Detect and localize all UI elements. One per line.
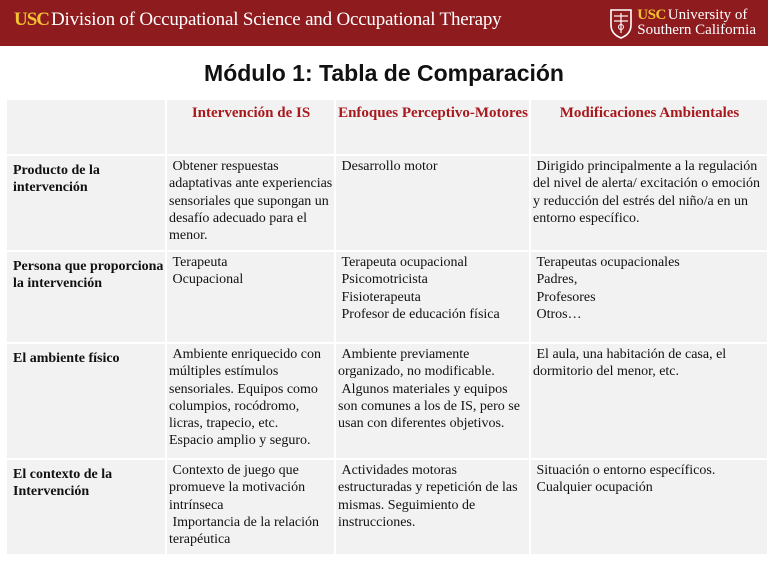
usc-wordmark: USC <box>14 9 50 30</box>
table-cell <box>531 156 767 250</box>
cell-line: Terapeuta <box>169 255 228 270</box>
table-cell <box>531 460 767 554</box>
table-cell <box>336 252 529 342</box>
table-cell <box>167 460 334 554</box>
header-banner <box>0 0 768 46</box>
table-row <box>7 156 767 250</box>
table-row <box>7 252 767 342</box>
table-cell <box>167 344 334 458</box>
row-header: El contexto de la Intervención <box>7 460 165 554</box>
page-title: Módulo 1: Tabla de Comparación <box>204 60 564 86</box>
table-cell <box>167 156 334 250</box>
cell-line: Otros… <box>533 306 582 322</box>
table-row <box>7 460 767 554</box>
cell-line: Algunos materiales y equipos son comunes a los de IS, pero se usan con diferentes objetivos. <box>338 381 524 432</box>
cell-line: Padres, <box>533 272 578 288</box>
cell-line: Cualquier ocupación <box>533 480 653 496</box>
university-line2: Southern California <box>637 22 756 38</box>
table-header-row <box>7 100 767 154</box>
cell-line: Espacio amplio y seguro. <box>169 433 311 449</box>
row-header: Persona que proporciona la intervención <box>7 252 165 342</box>
cell-line: Profesores <box>533 289 596 305</box>
column-header: Intervención de IS <box>167 100 334 154</box>
column-header: Modificaciones Ambientales <box>531 100 767 154</box>
table-cell <box>531 252 767 342</box>
cell-line: Ocupacional <box>169 272 244 288</box>
cell-line: Actividades motoras estructuradas y repetición de las mismas. Seguimiento de instrucciones. <box>338 463 522 530</box>
table-cell <box>336 156 529 250</box>
cell-line: Contexto de juego que promueve la motivación intrínseca <box>169 463 309 513</box>
column-header: Enfoques Perceptivo-Motores <box>336 100 529 154</box>
university-line1: University of <box>667 7 748 23</box>
cell-line: Terapeuta ocupacional <box>338 255 468 270</box>
table-cell <box>336 344 529 458</box>
usc-wordmark-right: USC <box>637 7 666 23</box>
cell-line: Obtener respuestas adaptativas ante experiencias sensoriales que supongan un desafío adecuado para el menor. <box>169 159 336 244</box>
usc-seal-icon <box>609 7 633 39</box>
cell-line: Psicomotricista <box>338 272 428 288</box>
row-header: Producto de la intervención <box>7 156 165 250</box>
cell-line: Profesor de educación física <box>338 306 500 322</box>
university-logo <box>609 5 756 41</box>
table-corner-cell <box>7 100 165 154</box>
cell-line: Situación o entorno específicos. <box>533 463 716 478</box>
cell-line: Ambiente enriquecido con múltiples estímulos sensoriales. Equipos como columpios, rocódromo, licras, trapecio, etc. <box>169 347 329 432</box>
table-cell <box>336 460 529 554</box>
cell-line: El aula, una habitación de casa, el dormitorio del menor, etc. <box>533 347 730 380</box>
cell-line: Ambiente previamente organizado, no modificable. <box>338 347 495 380</box>
cell-line: Dirigido principalmente a la regulación del nivel de alerta/ excitación o emoción y reducción del estrés del niño/a en un entorno específico. <box>533 159 764 226</box>
cell-line: Terapeutas ocupacionales <box>533 255 680 270</box>
table-row <box>7 344 767 458</box>
university-name <box>637 8 756 38</box>
comparison-table <box>5 98 768 556</box>
division-name: Division of Occupational Science and Occupational Therapy <box>51 9 502 30</box>
division-logo <box>14 9 501 31</box>
cell-line: Desarrollo motor <box>338 159 438 174</box>
cell-line: Importancia de la relación terapéutica <box>169 514 323 548</box>
table-cell <box>531 344 767 458</box>
row-header: El ambiente físico <box>7 344 165 458</box>
cell-line: Fisioterapeuta <box>338 289 421 305</box>
table-cell <box>167 252 334 342</box>
